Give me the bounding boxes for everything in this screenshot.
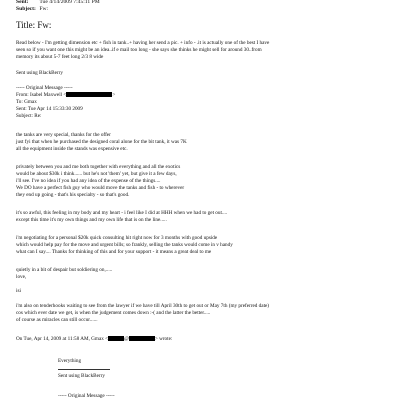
body-line: of course as miracles can still occur...... <box>16 317 98 323</box>
body-line: isi <box>16 288 21 294</box>
body-line: it's so awful, this feeling in my body and my heart - i feel like I did at HHH when we had to get out.... <box>16 210 228 216</box>
from-line <box>16 92 115 98</box>
quote-prefix: On Tue, Apr 14, 2009 at 11:58 AM, Gmax < <box>16 336 109 342</box>
body-line: they end up going - that's his specialty - so that's good. <box>16 192 130 198</box>
sent-label: Sent: <box>16 0 29 5</box>
redaction-bar <box>108 336 124 341</box>
redaction-bar <box>66 92 112 97</box>
body-line: all the equipment inside the stands was expensive etc. <box>16 146 128 152</box>
body-line: cos which ever date we get, is when the judgement comes down :-( and the latter the better..... <box>16 310 211 316</box>
quote-at: @ <box>124 336 129 342</box>
subject-row <box>16 6 48 13</box>
body-line: privately between you and me both together with everything and all the exotics <box>16 164 181 170</box>
original-message-label: ----- Original Message ----- <box>16 85 73 91</box>
subject-value: Fw: <box>39 6 49 12</box>
intro-line: seen so if you want one this might be an idea..if e mail too long - she says she thinks he might sell for around 30..from <box>16 47 262 53</box>
body-line: We DO have a perfect fish guy who would move the tanks and fish - to wherever <box>16 185 185 191</box>
body-line: love, <box>16 274 27 280</box>
intro-line: Read below - I'm getting dimension etc + fish in tank..+ having her send a pic. + info - .it is actually one of the best I have <box>16 40 270 46</box>
signature: Sent using BlackBerry <box>16 70 63 76</box>
body-line: would be about $30k i think...... but he's not 'them' yet, but give it a few days, <box>16 171 177 177</box>
from-text: From: Isabel Maxwell < <box>16 92 67 98</box>
redaction-bar <box>129 336 155 341</box>
body-line: except this time it's my own things and my own life that is on the line..... <box>16 217 167 223</box>
body-line: i'm also on tenderhooks waiting to see from the lawyer if we have till April 30th to get out or May 7th (my preferred date) <box>16 303 270 309</box>
quote-suffix: > wrote: <box>154 336 173 342</box>
sent-line: Sent: Tue Apr 14 15:33:30 2009 <box>16 106 83 112</box>
email-title: Title: Fw: <box>16 20 52 30</box>
body-line: i'm negotiating for a personal $20k quick consulting hit right now for 3 months with good upside <box>16 235 218 241</box>
quoted-everything: Everything <box>58 358 82 364</box>
body-line: quietly in a bit of despair but soldiering on,..... <box>16 267 113 273</box>
quoted-divider <box>58 369 110 370</box>
from-text-end: > <box>112 92 116 98</box>
quoted-original-message-label: ----- Original Message ----- <box>58 393 115 399</box>
intro-line: memory its about 5-7 feet long 2/3 8 wide <box>16 54 104 60</box>
to-line: To: Gmax <box>16 99 37 105</box>
body-line: what can I say.... Thanks for thinking of this and for your support - it means a great deal to me <box>16 249 212 255</box>
sent-value: Tue 4/14/2009 7:45:11 PM <box>39 0 100 5</box>
quoted-signature: Sent using BlackBerry <box>58 373 105 379</box>
subject-label: Subject: <box>16 6 36 12</box>
body-line: the tanks are very special, thanks for the offer <box>16 132 111 138</box>
subject-line: Subject: Re: <box>16 113 42 119</box>
body-line: which would help pay for the move and urgent bills; so frankly, selling the tanks would come in v handy <box>16 242 233 248</box>
quote-attribution <box>16 336 172 342</box>
body-line: i'll see. I've no idea if you had any idea of the expense of the things.... <box>16 178 161 184</box>
body-line: just fyi that when he purchased the designed coral alone for the bit tank, it was 7K <box>16 139 187 145</box>
